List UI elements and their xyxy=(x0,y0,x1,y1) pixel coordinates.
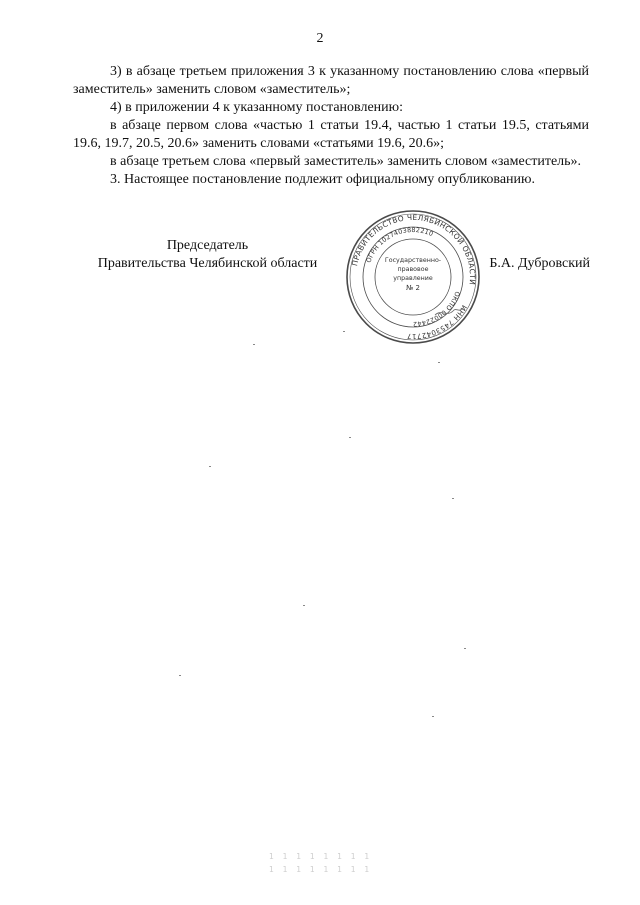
paragraph-item-3: 3) в абзаце третьем приложения 3 к указанному постановлению слова «первый заместитель» заменить словом «заместитель»; xyxy=(73,64,589,97)
signatory-title xyxy=(80,237,335,273)
scan-speck xyxy=(464,648,466,649)
signatory-title-line1: Председатель xyxy=(166,238,249,253)
scan-speck xyxy=(179,675,181,676)
document-body xyxy=(73,63,589,189)
signatory-name: Б.А. Дубровский xyxy=(489,256,590,271)
seal-okpo-text: ОКПО 00022442 xyxy=(412,290,462,329)
seal-center-line2: правовое xyxy=(397,266,429,273)
paragraph-first-abzac: в абзаце первом слова «частью 1 статьи 19.4, частью 1 статьи 19.5, статьями 19.6, 19.7, 20.5, 20.6» заменить словами «статьями 19.6, 20.6»; xyxy=(73,118,589,151)
scan-artifact-line: 1 1 1 1 1 1 1 1 xyxy=(268,852,372,861)
signatory-title-line2: Правительства Челябинской области xyxy=(97,256,318,271)
page-number: 2 xyxy=(316,31,324,46)
seal-center-line3: управление xyxy=(393,275,433,282)
scan-speck xyxy=(303,605,305,606)
paragraph-item-4: 4) в приложении 4 к указанному постановлению: xyxy=(110,100,404,115)
seal-center-line4: № 2 xyxy=(406,284,420,292)
scan-speck xyxy=(209,466,211,467)
scan-artifact-line: 1 1 1 1 1 1 1 1 xyxy=(268,865,372,874)
scan-speck xyxy=(432,716,434,717)
scan-speck xyxy=(438,362,440,363)
paragraph-third-abzac: в абзаце третьем слова «первый заместитель» заменить словом «заместитель». xyxy=(110,154,582,169)
seal-outer-text: ПРАВИТЕЛЬСТВО ЧЕЛЯБИНСКОЙ ОБЛАСТИ xyxy=(350,212,478,286)
seal-inn-text: ИНН 7453042717 xyxy=(406,303,469,341)
scan-speck xyxy=(343,331,345,332)
scan-speck xyxy=(452,498,454,499)
seal-center-line1: Государственно- xyxy=(384,257,442,264)
scan-speck xyxy=(349,437,351,438)
scan-speck xyxy=(253,344,255,345)
seal-ogrn-text: ОГРН 1027403882210 xyxy=(364,225,435,264)
paragraph-publication: 3. Настоящее постановление подлежит официальному опубликованию. xyxy=(110,172,535,187)
official-seal-stamp xyxy=(343,207,483,347)
